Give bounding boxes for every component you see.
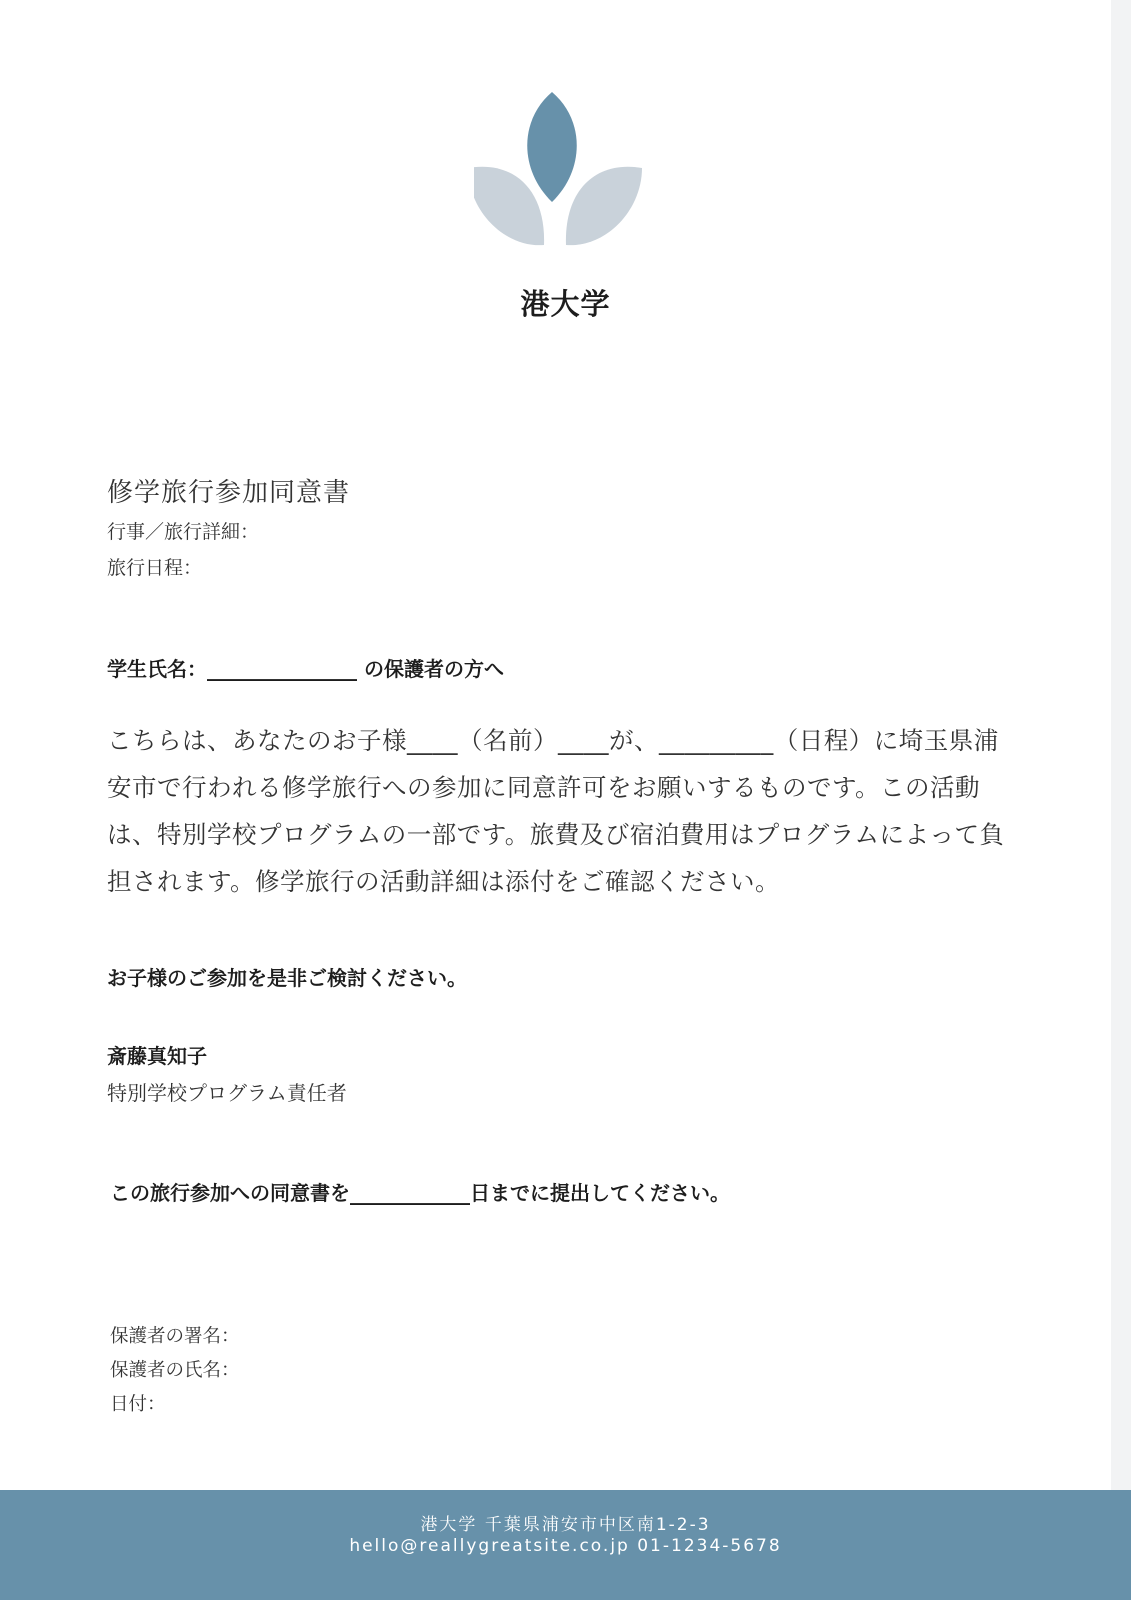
document-title: 修学旅行参加同意書 [107, 478, 351, 508]
footer-address: 港大学 千葉県浦安市中区南1-2-3 [420, 1515, 711, 1535]
date-label: 日付： [110, 1394, 166, 1415]
body-paragraph: こちらは、あなたのお子様____（名前）____が、_________（日程）に埼玉県浦安市で行われる修学旅行への参加に同意許可をお願いするものです。この活動は、特別学校プログラムの一部です。旅費及び宿泊費用はプログラムによって負担されます。修学旅行の活動詳細は添付をご確認ください。 [107, 726, 1005, 896]
footer-contact: hello@reallygreatsite.co.jp 01-1234-5678 [349, 1536, 782, 1556]
signer-role: 特別学校プログラム責任者 [107, 1081, 347, 1105]
greeting: 学生氏名：_______________ の保護者の方へ [107, 657, 504, 681]
page-edge [1111, 0, 1131, 1600]
org-name: 港大学 [520, 287, 611, 321]
schedule-label: 旅行日程： [107, 557, 203, 579]
event-details-label: 行事／旅行詳細： [107, 521, 260, 543]
footer [0, 1490, 1131, 1600]
center-leaf [527, 92, 577, 202]
deadline-text: この旅行参加への同意書を____________日までに提出してください。 [110, 1181, 730, 1205]
left-leaf [474, 167, 544, 245]
signer-name: 斎藤真知子 [107, 1044, 207, 1068]
request-text: お子様のご参加を是非ご検討ください。 [107, 966, 467, 990]
guardian-signature-label: 保護者の署名： [110, 1326, 240, 1347]
lotus-logo [474, 90, 656, 255]
guardian-name-label: 保護者の氏名： [110, 1360, 240, 1381]
right-leaf [566, 167, 642, 245]
